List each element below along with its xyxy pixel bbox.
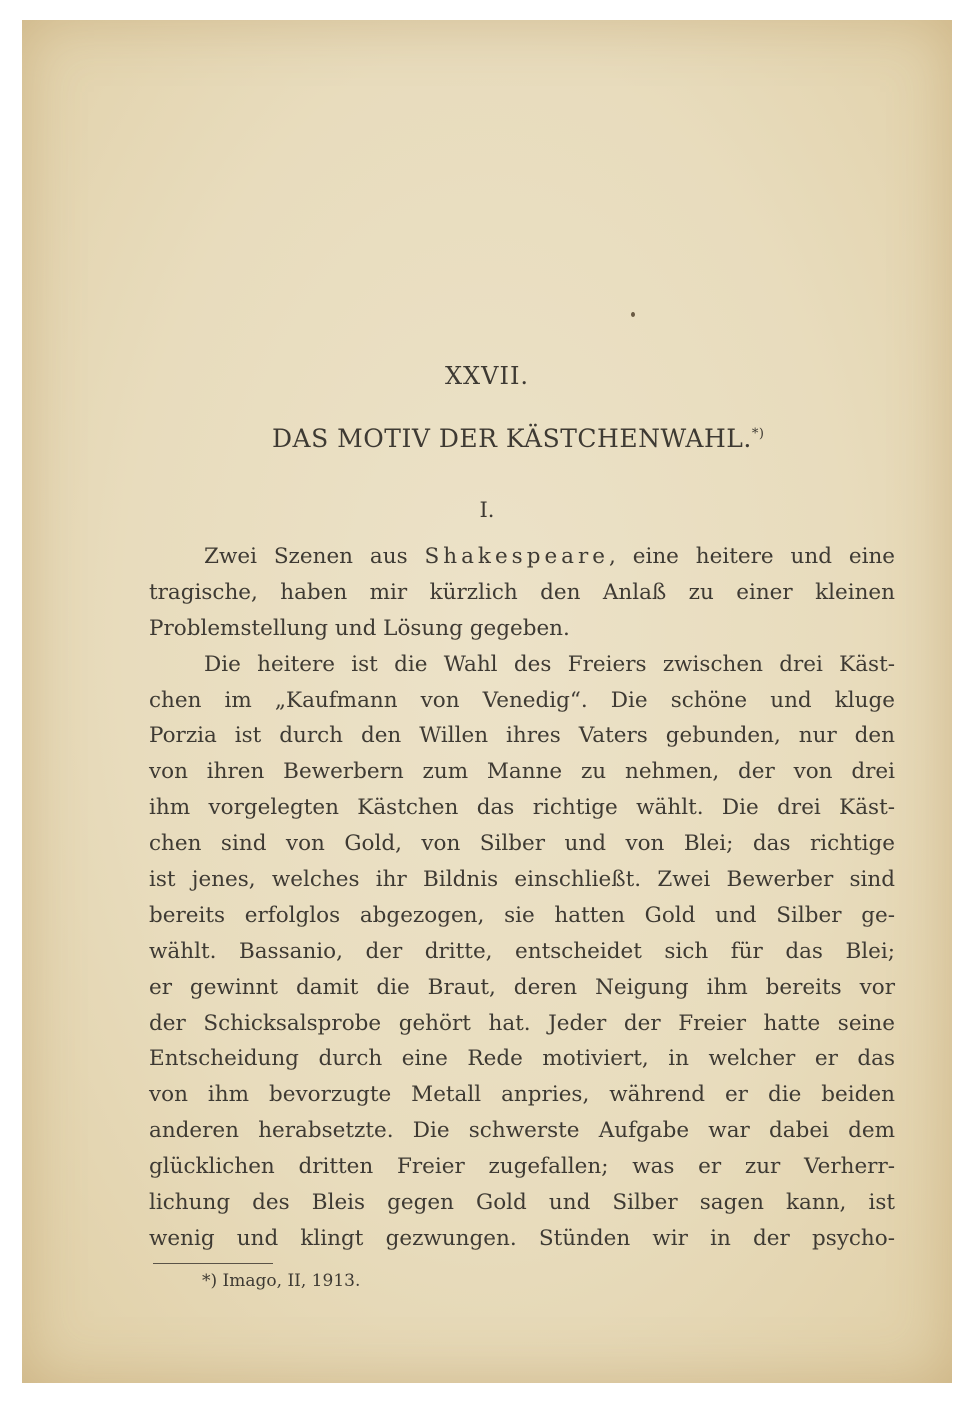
footnote (202, 1271, 360, 1291)
text-line: er gewinnt damit die Braut, deren Neigung ihm bereits vor (149, 974, 895, 1000)
body-text (149, 539, 895, 1257)
text-line: wählt. Bassanio, der dritte, entscheidet sich für das Blei; (149, 938, 895, 964)
ink-speck (631, 312, 635, 317)
book-page (22, 20, 952, 1383)
text-line: bereits erfolglos abgezogen, sie hatten Gold und Silber ge- (149, 902, 895, 928)
line-text-after: , eine heitere und eine (609, 544, 896, 569)
chapter-number: XXVII. (444, 362, 530, 390)
text-line: der Schicksalsprobe gehört hat. Jeder der Freier hatte seine (149, 1010, 895, 1036)
section-number: I. (479, 498, 495, 522)
line-text-before: Zwei Szenen aus (204, 544, 425, 569)
text-line: ist jenes, welches ihr Bildnis einschließt. Zwei Bewerber sind (149, 867, 895, 893)
text-line: ihm vorgelegten Kästchen das richtige wählt. Die drei Käst- (149, 795, 895, 821)
author-name: Shakespeare (424, 544, 610, 569)
footnote-text: Imago, II, 1913. (222, 1271, 361, 1291)
text-line: von ihm bevorzugte Metall anpries, während er die beiden (149, 1082, 895, 1108)
text-line: Problemstellung und Lösung gegeben. (149, 615, 570, 641)
text-line: chen im „Kaufmann von Venedig“. Die schöne und kluge (149, 687, 895, 713)
chapter-title (272, 424, 764, 453)
text-line: tragische, haben mir kürzlich den Anlaß zu einer kleinen (149, 579, 895, 605)
text-line: Porzia ist durch den Willen ihres Vaters gebunden, nur den (149, 723, 895, 749)
text-line: anderen herabsetzte. Die schwerste Aufgabe war dabei dem (149, 1118, 895, 1144)
text-line: wenig und klingt gezwungen. Stünden wir in der psycho- (149, 1225, 895, 1251)
chapter-title-text: DAS MOTIV DER KÄSTCHENWAHL. (272, 424, 752, 453)
footnote-rule (153, 1263, 273, 1264)
text-line: lichung des Bleis gegen Gold und Silber sagen kann, ist (149, 1190, 895, 1216)
text-line: Entscheidung durch eine Rede motiviert, in welcher er das (149, 1046, 895, 1072)
text-line (149, 539, 895, 575)
text-line: von ihren Bewerbern zum Manne zu nehmen, der von drei (149, 759, 895, 785)
text-line: chen sind von Gold, von Silber und von Blei; das richtige (149, 831, 895, 857)
chapter-title-footnote-mark: *) (751, 426, 765, 442)
footnote-marker: *) (202, 1271, 218, 1291)
text-line: Die heitere ist die Wahl des Freiers zwischen drei Käst- (204, 651, 895, 677)
text-line: glücklichen dritten Freier zugefallen; was er zur Verherr- (149, 1154, 895, 1180)
